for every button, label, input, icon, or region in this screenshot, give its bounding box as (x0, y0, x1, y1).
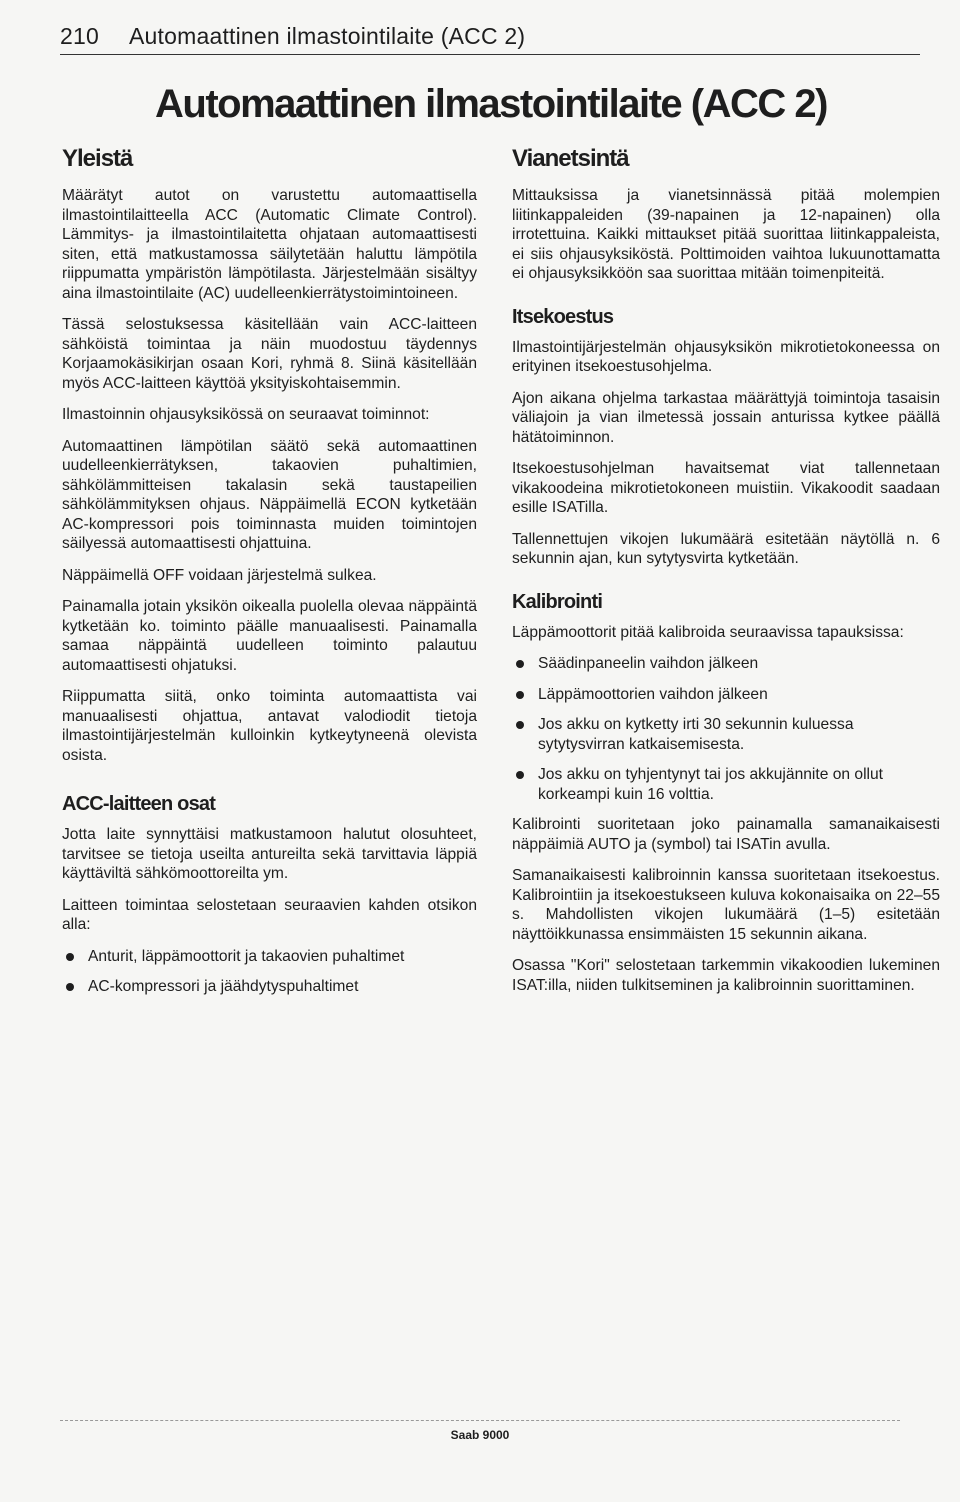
list-item (512, 765, 940, 804)
paragraph: Osassa "Kori" selostetaan tarkemmin vikakoodien lukeminen ISAT:illa, niiden tulkitseminen ja kalibroinnin suorittaminen. (512, 957, 940, 994)
bullet-icon (66, 953, 74, 961)
page-number: 210 (60, 23, 99, 49)
footer-divider (60, 1420, 900, 1421)
paragraph: Ilmastointijärjestelmän ohjausyksikön mikrotietokoneessa on erityinen itsekoestusohjelma. (512, 338, 940, 375)
left-column (62, 144, 477, 1008)
bullet-list-kalibrointi (512, 654, 940, 804)
list-item-text: Jos akku on tyhjentynyt tai jos akkujännite on ollut korkeampi kuin 16 volttia. (538, 766, 883, 803)
section-heading-yleista: Yleistä (62, 145, 133, 172)
list-item (512, 654, 940, 674)
paragraph: Näppäimellä OFF voidaan järjestelmä sulkea. (62, 566, 377, 584)
paragraph: Laitteen toimintaa selostetaan seuraavien kahden otsikon alla: (62, 896, 477, 933)
list-item-text: Jos akku on kytketty irti 30 sekunnin kuluessa sytytysvirran katkaisemisesta. (538, 716, 854, 753)
list-item (62, 977, 477, 997)
section-heading-acc-osat: ACC-laitteen osat (62, 793, 216, 815)
list-item (512, 715, 940, 754)
paragraph: Riippumatta siitä, onko toiminta automaattista vai manuaalisesti ohjattua, antavat valodiodit tietoja ilmastointijärjestelmän kulloinkin kytkeytyneenä olevista osista. (62, 688, 477, 764)
section-heading-vianetsinta: Vianetsintä (512, 145, 629, 172)
paragraph: Tässä selostuksessa käsitellään vain ACC-laitteen sähköistä toimintaa ja näin muodostuu täydennys Korjaamokäsikirjan osaan Kori, ryhmä 8. Siinä käsitellään myös ACC-laitteen käyttöä yksityiskohtaisemmin. (62, 316, 477, 392)
bullet-list-osat (62, 947, 477, 997)
paragraph: Tallennettujen vikojen lukumäärä esitetään näytöllä n. 6 sekunnin ajan, kun sytytysvirta kytketään. (512, 530, 940, 567)
paragraph: Automaattinen lämpötilan säätö sekä automaattinen uudelleenkierrätyksen, takaovien puhaltimien, sähkölämmitteisen takalasin sekä taustapeilien sähkölämmityksen ohjaus. Näppäimellä ECON kytketään AC-kompressori pois toiminnasta muiden toimintojen säilyessä automaattisesti ohjattuina. (62, 437, 477, 552)
bullet-icon (516, 771, 524, 779)
list-item-text: Anturit, läppämoottorit ja takaovien puhaltimet (88, 947, 405, 965)
list-item-text: AC-kompressori ja jäähdytyspuhaltimet (88, 978, 359, 995)
paragraph: Kalibrointi suoritetaan joko painamalla samanaikaisesti näppäimiä AUTO ja (symbol) tai ISATin avulla. (512, 816, 940, 853)
list-item (512, 685, 940, 705)
paragraph: Painamalla jotain yksikön oikealla puolella olevaa näppäintä kytketään ko. toiminto päälle manuaalisesti. Painamalla samaa näppäintä uudelleen toiminto palautuu automaattisesti ohjatuksi. (62, 598, 477, 674)
bullet-icon (516, 660, 524, 668)
bullet-icon (516, 691, 524, 699)
running-header (60, 22, 920, 55)
list-item-text: Säädinpaneelin vaihdon jälkeen (538, 655, 759, 672)
right-column (512, 144, 940, 1007)
running-title: Automaattinen ilmastointilaite (ACC 2) (128, 23, 526, 49)
paragraph: Määrätyt autot on varustettu automaattisella ilmastointilaitteella ACC (Automatic Climate Control). Lämmitys- ja ilmastointilaitetta ohjataan automaattisesti siten, että matkustamossa säilytetään haluttu lämpötila riippumatta ympäristön lämpötilasta. Järjestelmään sisältyy aina ilmastointilaite (AC) uudelleenkierrätystoimintoineen. (62, 187, 477, 302)
list-item-text: Läppämoottorien vaihdon jälkeen (538, 685, 768, 703)
paragraph: Jotta laite synnyttäisi matkustamoon halutut olosuhteet, tarvitsee se tietoja useilta antureilta sekä tarvittavia läppiä käyttäviltä sähkömoottoreilta ym. (62, 826, 477, 882)
paragraph: Mittauksissa ja vianetsinnässä pitää molempien liitinkappaleiden (39-napainen ja 12-napainen) olla irrotettuina. Kaikki mittaukset pitää suorittaa liitinkappaleista, ei siis ohjausyksiköstä. Polttimoiden vaihtoa lukuunottamatta ei ohjausyksikköön saa suorittaa mitään toimenpiteitä. (512, 187, 940, 282)
list-item (62, 947, 477, 967)
section-heading-itsekoestus: Itsekoestus (512, 305, 614, 328)
section-heading-kalibrointi: Kalibrointi (512, 590, 603, 613)
bullet-icon (66, 983, 74, 991)
paragraph: Ajon aikana ohjelma tarkastaa määrättyjä toimintoja tasaisin väliajoin ja vian ilmetessä jossain anturissa kytkee päällä hätätoiminnon. (512, 389, 940, 446)
paragraph: Ilmastoinnin ohjausyksikössä on seuraavat toiminnot: (62, 406, 430, 423)
page-title: Automaattinen ilmastointilaite (ACC 2) (155, 82, 827, 126)
paragraph: Läppämoottorit pitää kalibroida seuraavissa tapauksissa: (512, 623, 904, 641)
bullet-icon (516, 721, 524, 729)
paragraph: Samanaikaisesti kalibroinnin kanssa suoritetaan itsekoestus. Kalibrointiin ja itsekoestukseen kuluva kokonaisaika on 22–55 s. Mahdollisten vikojen lukumäärä (1–5) esitetään näyttöikkunassa ensimmäisten 15 sekunnin aikana. (512, 867, 940, 943)
paragraph: Itsekoestusohjelman havaitsemat viat tallennetaan vikakoodeina mikrotietokoneen muistiin. Vikakoodit saadaan esille ISATilla. (512, 460, 940, 516)
page-footer: Saab 9000 (450, 1428, 510, 1442)
